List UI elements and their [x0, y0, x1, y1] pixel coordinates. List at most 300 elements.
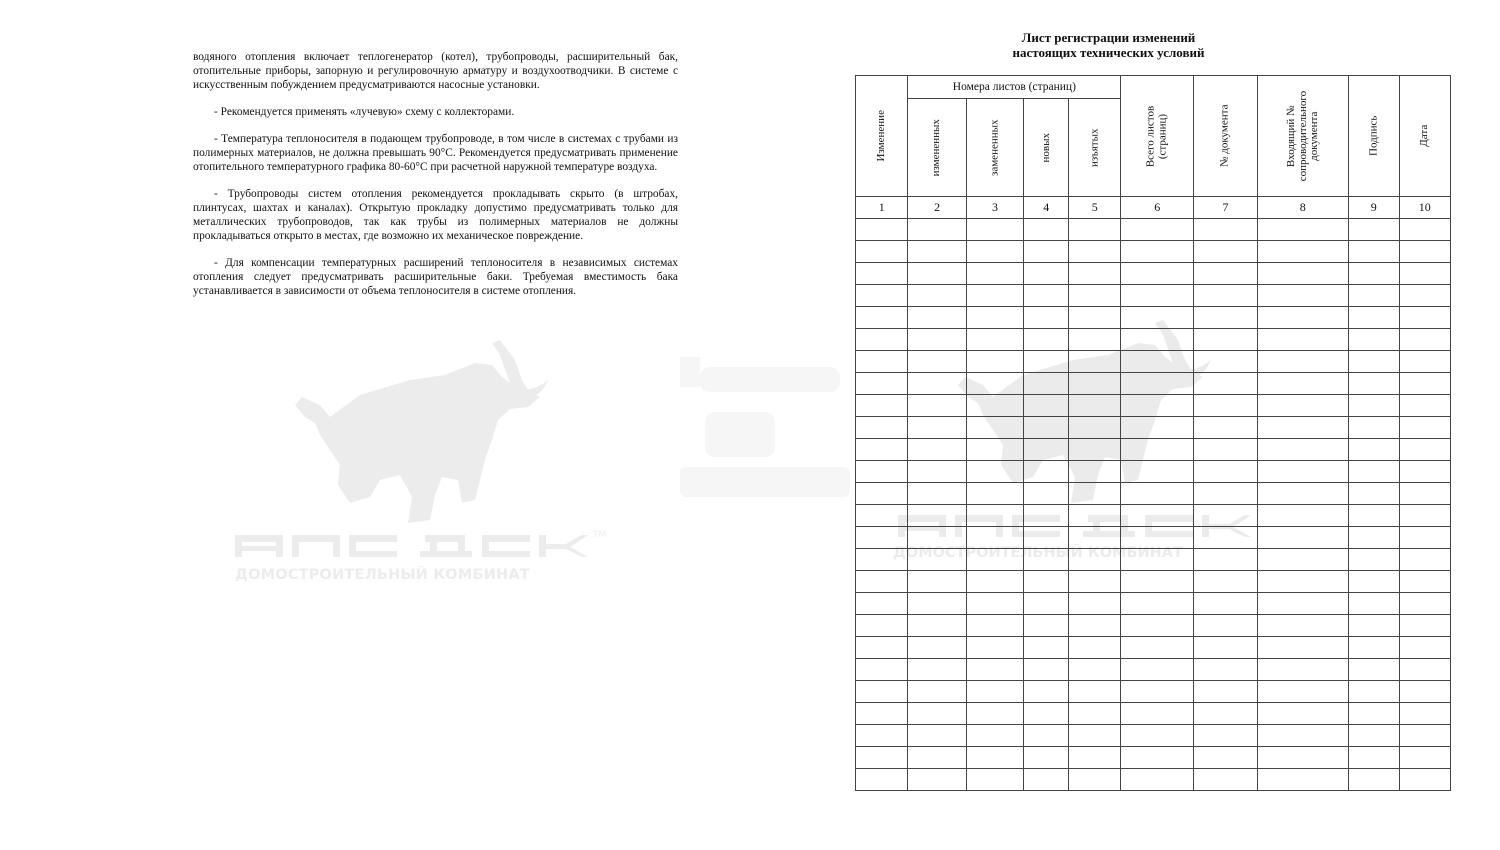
paragraph: - Рекомендуется применять «лучевую» схему с коллекторами. [214, 106, 515, 118]
table-cell [1121, 527, 1194, 549]
table-cell [1348, 769, 1399, 791]
table-cell [1194, 395, 1257, 417]
table-cell [1194, 285, 1257, 307]
table-cell [1069, 615, 1121, 637]
table-cell [1024, 351, 1069, 373]
table-cell [1069, 725, 1121, 747]
table-row [856, 593, 1451, 615]
table-cell [1257, 395, 1348, 417]
table-row [856, 351, 1451, 373]
header-text: Изменение [874, 110, 887, 162]
table-cell [1399, 637, 1450, 659]
table-cell [1194, 549, 1257, 571]
table-cell [966, 263, 1024, 285]
table-cell [966, 615, 1024, 637]
table-cell [966, 285, 1024, 307]
table-cell [1024, 769, 1069, 791]
table-cell [1399, 549, 1450, 571]
table-cell [1121, 307, 1194, 329]
table-cell [1348, 637, 1399, 659]
table-cell [856, 417, 908, 439]
col-header-incoming-doc [1257, 76, 1348, 197]
group-header-sheet-numbers: Номера листов (страниц) [908, 76, 1121, 99]
table-cell [1194, 241, 1257, 263]
table-row [856, 417, 1451, 439]
watermark-left-text [235, 535, 588, 557]
table-cell [1399, 747, 1450, 769]
table-cell [856, 395, 908, 417]
table-cell [1194, 439, 1257, 461]
table-cell [1024, 703, 1069, 725]
table-cell [856, 725, 908, 747]
table-cell [1194, 505, 1257, 527]
table-cell [1194, 703, 1257, 725]
table-cell [1257, 219, 1348, 241]
trademark-text: TM [593, 530, 607, 540]
table-cell [1024, 681, 1069, 703]
table-cell [1194, 747, 1257, 769]
table-cell [1399, 351, 1450, 373]
table-cell [908, 285, 966, 307]
table-cell [1257, 241, 1348, 263]
table-cell [1069, 285, 1121, 307]
table-cell [1069, 417, 1121, 439]
table-cell [1257, 461, 1348, 483]
table-cell [1121, 681, 1194, 703]
table-cell [856, 549, 908, 571]
table-cell [1257, 263, 1348, 285]
table-cell [1121, 747, 1194, 769]
table-cell [1024, 285, 1069, 307]
col-header-date [1399, 76, 1450, 197]
table-cell [1121, 241, 1194, 263]
table-cell [966, 417, 1024, 439]
table-cell [1399, 395, 1450, 417]
table-cell [1348, 659, 1399, 681]
table-cell [1024, 483, 1069, 505]
table-cell [1024, 395, 1069, 417]
table-cell [908, 593, 966, 615]
table-cell [1024, 725, 1069, 747]
table-cell [966, 637, 1024, 659]
table-cell [1121, 505, 1194, 527]
table-cell [1024, 571, 1069, 593]
table-cell [1399, 329, 1450, 351]
table-cell [1399, 241, 1450, 263]
table-cell [1121, 263, 1194, 285]
table-cell [1024, 505, 1069, 527]
table-cell [966, 307, 1024, 329]
table-cell [1194, 417, 1257, 439]
table-cell [1194, 461, 1257, 483]
table-row [856, 747, 1451, 769]
table-row [856, 263, 1451, 285]
table-cell [1069, 505, 1121, 527]
table-cell [1257, 373, 1348, 395]
table-cell [908, 373, 966, 395]
table-cell [908, 703, 966, 725]
table-cell [1399, 703, 1450, 725]
table-cell [1257, 725, 1348, 747]
table-cell [1399, 681, 1450, 703]
watermark-subtitle: ДОМОСТРОИТЕЛЬНЫЙ КОМБИНАТ [893, 545, 1183, 561]
table-cell [1257, 747, 1348, 769]
table-cell [1257, 527, 1348, 549]
table-cell [1024, 219, 1069, 241]
table-cell [966, 725, 1024, 747]
table-cell [1399, 263, 1450, 285]
table-cell [1257, 307, 1348, 329]
table-cell [966, 373, 1024, 395]
table-cell [856, 241, 908, 263]
table-cell [908, 725, 966, 747]
table-cell [856, 351, 908, 373]
column-number: 9 [1348, 197, 1399, 219]
table-cell [1121, 285, 1194, 307]
col-header-change [856, 76, 908, 197]
watermark-left-subtitle [235, 567, 530, 583]
table-cell [1348, 593, 1399, 615]
table-cell [1121, 219, 1194, 241]
table-cell [1069, 527, 1121, 549]
table-cell [1069, 219, 1121, 241]
table-cell [1399, 615, 1450, 637]
table-cell [908, 747, 966, 769]
change-registration-table [855, 75, 1451, 791]
table-cell [1121, 483, 1194, 505]
table-cell [908, 263, 966, 285]
table-row [856, 307, 1451, 329]
table-cell [1257, 769, 1348, 791]
column-number: 4 [1024, 197, 1069, 219]
table-cell [1257, 615, 1348, 637]
table-cell [1194, 725, 1257, 747]
table-cell [1257, 417, 1348, 439]
table-cell [966, 593, 1024, 615]
table-cell [1194, 615, 1257, 637]
table-cell [1348, 527, 1399, 549]
table-cell [1348, 571, 1399, 593]
header-text: Входящий № сопроводительного документа [1284, 90, 1320, 181]
table-cell [1194, 681, 1257, 703]
col-header-signature [1348, 76, 1399, 197]
table-cell [1257, 593, 1348, 615]
table-cell [966, 549, 1024, 571]
table-cell [1399, 461, 1450, 483]
table-cell [908, 351, 966, 373]
table-cell [908, 505, 966, 527]
title-line-2: настоящих технических условий [1012, 45, 1205, 60]
table-row [856, 703, 1451, 725]
table-cell [856, 681, 908, 703]
table-cell [1121, 417, 1194, 439]
table-cell [1024, 263, 1069, 285]
table-row [856, 329, 1451, 351]
table-cell [908, 637, 966, 659]
table-row [856, 769, 1451, 791]
table-cell [1348, 549, 1399, 571]
table-cell [1069, 637, 1121, 659]
page-title [855, 30, 1362, 60]
table-cell [1024, 241, 1069, 263]
table-cell [1121, 769, 1194, 791]
paragraph: - Температура теплоносителя в подающем трубопроводе, в том числе в системах с трубами из полимерных материалов, не должна превышать 90°С. Рекомендуется предусматривать применение отопительного температурного графика 80-60°С при расчетной наружной температуре воздуха. [193, 133, 678, 173]
table-cell [1121, 571, 1194, 593]
table-cell [1348, 461, 1399, 483]
column-number: 1 [856, 197, 908, 219]
table-cell [908, 241, 966, 263]
table-cell [908, 439, 966, 461]
table-cell [1257, 285, 1348, 307]
table-cell [1069, 747, 1121, 769]
table-cell [1024, 637, 1069, 659]
table-cell [1069, 703, 1121, 725]
header-row-top [856, 76, 1451, 99]
table-cell [1194, 769, 1257, 791]
table-cell [966, 241, 1024, 263]
table-cell [856, 571, 908, 593]
table-cell [1399, 439, 1450, 461]
header-text: изъятых [1088, 128, 1101, 167]
table-cell [1121, 725, 1194, 747]
table-row [856, 571, 1451, 593]
table-cell [1399, 659, 1450, 681]
table-cell [1024, 549, 1069, 571]
table-cell [966, 505, 1024, 527]
table-cell [908, 483, 966, 505]
watermark-subtitle: ДОМОСТРОИТЕЛЬНЫЙ КОМБИНАТ [235, 567, 530, 583]
table-cell [1024, 461, 1069, 483]
table-cell [908, 769, 966, 791]
col-header-changed [908, 99, 966, 197]
table-cell [966, 483, 1024, 505]
table-cell [966, 351, 1024, 373]
table-cell [908, 681, 966, 703]
table-cell [856, 505, 908, 527]
table-cell [856, 373, 908, 395]
table-cell [1257, 439, 1348, 461]
table-cell [908, 395, 966, 417]
table-cell [1194, 351, 1257, 373]
table-cell [856, 593, 908, 615]
table-cell [1024, 373, 1069, 395]
column-number: 6 [1121, 197, 1194, 219]
header-text: Дата [1417, 125, 1430, 147]
table-cell [856, 439, 908, 461]
table-cell [1399, 219, 1450, 241]
table-row [856, 659, 1451, 681]
table-row [856, 681, 1451, 703]
watermark-left [230, 335, 620, 595]
table-row [856, 549, 1451, 571]
table-cell [1348, 747, 1399, 769]
table-cell [1348, 395, 1399, 417]
table-cell [1194, 483, 1257, 505]
table-cell [856, 659, 908, 681]
table-cell [1348, 285, 1399, 307]
paragraph: - Для компенсации температурных расширений теплоносителя в независимых системах отопления следует предусматривать расширительные баки. Требуемая вместимость бака устанавливается в зависимости от объема теплоносителя в системе отопления. [193, 257, 678, 297]
table-cell [1121, 329, 1194, 351]
table-cell [1348, 439, 1399, 461]
table-cell [1024, 747, 1069, 769]
title-line-1: Лист регистрации изменений [1021, 30, 1196, 45]
col-header-doc-number [1194, 76, 1257, 197]
table-cell [1348, 307, 1399, 329]
table-row [856, 241, 1451, 263]
header-text: Подпись [1366, 115, 1379, 157]
table-cell [1194, 593, 1257, 615]
table-cell [966, 461, 1024, 483]
table-cell [856, 747, 908, 769]
table-cell [856, 527, 908, 549]
table-row [856, 461, 1451, 483]
table-cell [1069, 659, 1121, 681]
table-cell [908, 571, 966, 593]
table-cell [908, 549, 966, 571]
header-text: измененных [930, 118, 943, 177]
table-cell [1121, 439, 1194, 461]
table-cell [1069, 439, 1121, 461]
table-cell [1024, 659, 1069, 681]
col-header-total-sheets [1121, 76, 1194, 197]
column-number: 3 [966, 197, 1024, 219]
table-cell [1399, 307, 1450, 329]
table-cell [1121, 461, 1194, 483]
table-cell [1257, 549, 1348, 571]
table-cell [1257, 681, 1348, 703]
table-row [856, 725, 1451, 747]
table-cell [1348, 241, 1399, 263]
table-cell [1024, 329, 1069, 351]
table-cell [1399, 769, 1450, 791]
table-row [856, 395, 1451, 417]
table-cell [1069, 263, 1121, 285]
table-cell [1069, 549, 1121, 571]
table-row [856, 527, 1451, 549]
table-cell [1194, 527, 1257, 549]
table-cell [1399, 505, 1450, 527]
table-cell [966, 659, 1024, 681]
paragraph: водяного отопления включает теплогенератор (котел), трубопроводы, расширительный бак, отопительные приборы, запорную и регулировочную арматуру и воздухоотводчики. В системе с искусственным побуждением предусматриваются насосные установки. [193, 51, 678, 91]
table-cell [966, 395, 1024, 417]
table-cell [1121, 351, 1194, 373]
table-cell [1257, 483, 1348, 505]
table-cell [1121, 373, 1194, 395]
table-cell [966, 703, 1024, 725]
table-cell [1257, 505, 1348, 527]
table-cell [966, 769, 1024, 791]
table-cell [1399, 285, 1450, 307]
table-cell [1069, 593, 1121, 615]
table-cell [966, 329, 1024, 351]
table-cell [1069, 329, 1121, 351]
table-cell [1257, 637, 1348, 659]
table-cell [1399, 373, 1450, 395]
table-cell [908, 461, 966, 483]
table-row [856, 285, 1451, 307]
table-cell [1121, 659, 1194, 681]
table-cell [856, 461, 908, 483]
table-cell [856, 329, 908, 351]
table-cell [1348, 219, 1399, 241]
table-cell [966, 681, 1024, 703]
header-text: новых [1039, 132, 1052, 163]
table-row [856, 505, 1451, 527]
table-cell [1194, 373, 1257, 395]
table-cell [1257, 351, 1348, 373]
table-cell [1194, 571, 1257, 593]
header-text: № документа [1218, 104, 1231, 168]
table-cell [856, 285, 908, 307]
table-row [856, 483, 1451, 505]
table-cell [1121, 593, 1194, 615]
table-cell [1257, 703, 1348, 725]
table-row [856, 439, 1451, 461]
table-cell [1121, 395, 1194, 417]
table-cell [1069, 681, 1121, 703]
table-cell [1024, 307, 1069, 329]
table-cell [1024, 593, 1069, 615]
table-cell [1069, 483, 1121, 505]
paragraph: - Трубопроводы систем отопления рекомендуется прокладывать скрыто (в штробах, плинтусах, шахтах и каналах). Открытую прокладку допустимо предусматривать только для металлических трубопроводов, так как трубы из полимерных материалов не должны прокладываться открыто в местах, где возможно их механическое повреждение. [193, 188, 678, 242]
column-number-row [856, 197, 1451, 219]
trademark-mark [593, 530, 606, 540]
table-cell [908, 615, 966, 637]
table-cell [1069, 571, 1121, 593]
table-cell [1348, 351, 1399, 373]
table-cell [1399, 725, 1450, 747]
table-cell [856, 703, 908, 725]
header-text: замененных [988, 119, 1001, 176]
table-cell [1399, 417, 1450, 439]
table-cell [1194, 307, 1257, 329]
table-cell [966, 439, 1024, 461]
table-cell [1194, 219, 1257, 241]
table-cell [1348, 417, 1399, 439]
table-cell [1069, 769, 1121, 791]
table-cell [1121, 637, 1194, 659]
table-row [856, 219, 1451, 241]
table-cell [1194, 637, 1257, 659]
table-cell [856, 615, 908, 637]
table-cell [966, 747, 1024, 769]
column-number: 2 [908, 197, 966, 219]
table-cell [856, 769, 908, 791]
table-cell [966, 219, 1024, 241]
table-cell [1069, 395, 1121, 417]
table-cell [966, 571, 1024, 593]
table-cell [1348, 615, 1399, 637]
table-cell [1121, 615, 1194, 637]
table-cell [1348, 703, 1399, 725]
col-header-replaced [966, 99, 1024, 197]
table-cell [1069, 461, 1121, 483]
mammoth-icon [230, 335, 620, 595]
table-cell [856, 307, 908, 329]
table-cell [1348, 505, 1399, 527]
table-cell [1121, 549, 1194, 571]
table-cell [1348, 483, 1399, 505]
table-cell [1069, 351, 1121, 373]
column-number: 5 [1069, 197, 1121, 219]
table-cell [856, 219, 908, 241]
table-cell [908, 659, 966, 681]
table-cell [908, 417, 966, 439]
body-text [193, 50, 678, 311]
table-cell [1024, 615, 1069, 637]
table-cell [1069, 241, 1121, 263]
column-number: 10 [1399, 197, 1450, 219]
